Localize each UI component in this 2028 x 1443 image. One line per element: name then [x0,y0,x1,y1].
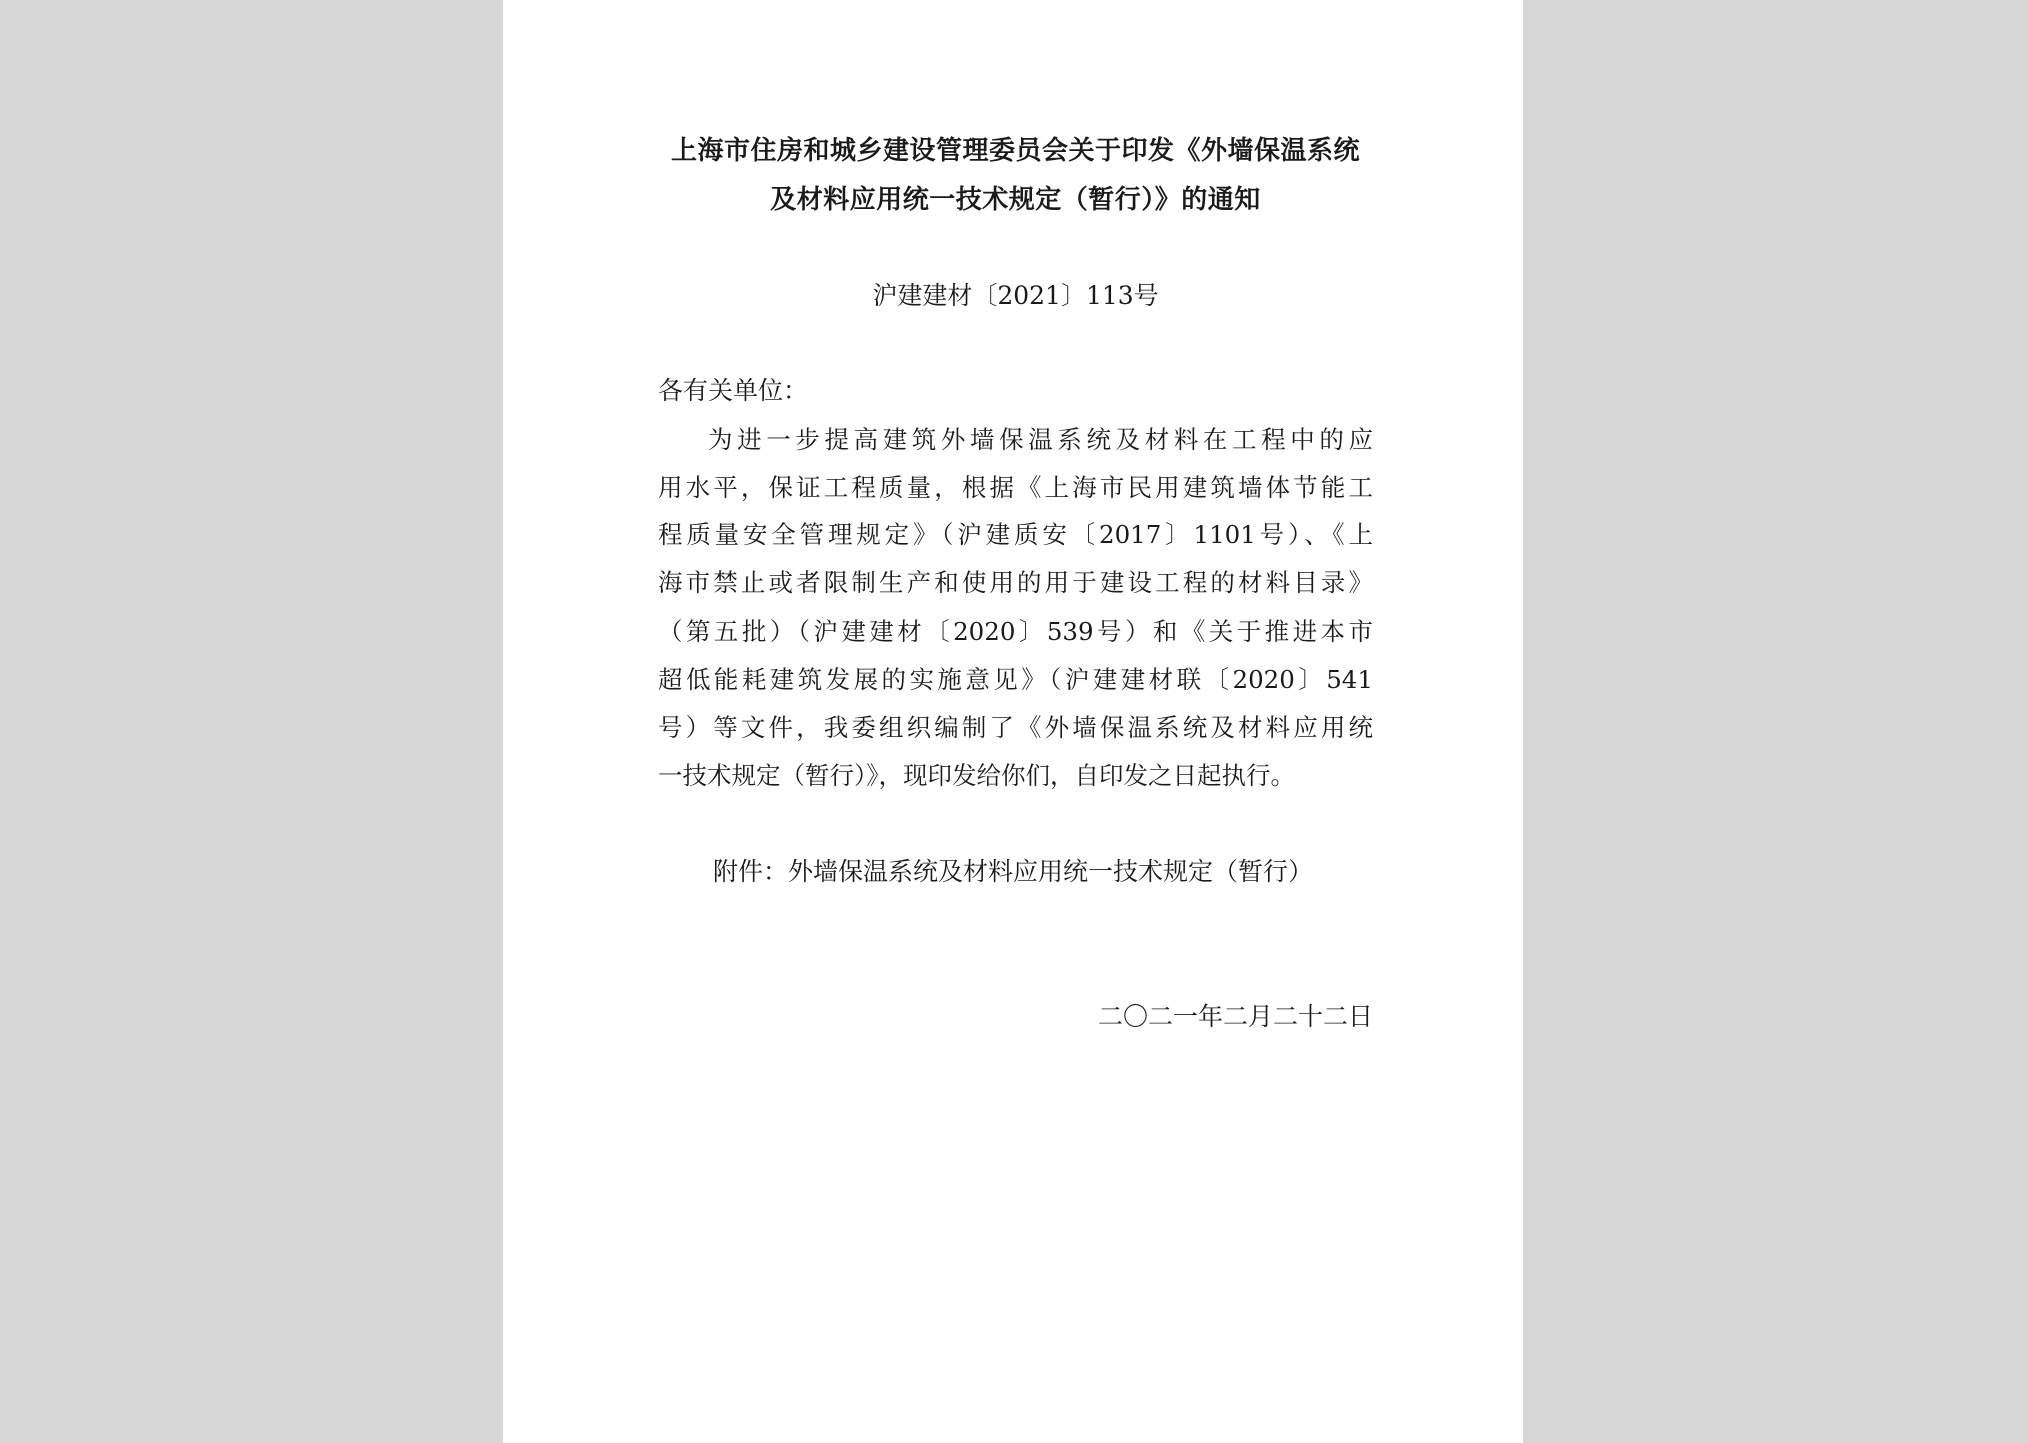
body-line-4: 海市禁止或者限制生产和使用的用于建设工程的材料目录》 [658,568,1373,597]
body-line-7: 号）等文件，我委组织编制了《外墙保温系统及材料应用统 [658,713,1373,742]
document-title-line-2: 及材料应用统一技术规定（暂行）》的通知 [770,185,1261,215]
issue-date: 二〇二一年二月二十二日 [1097,1002,1373,1031]
body-line-6: 超低能耗建筑发展的实施意见》（沪建建材联〔2020〕541 [658,665,1373,694]
document-title-line-1: 上海市住房和城乡建设管理委员会关于印发《外墙保温系统 [670,136,1360,166]
salutation: 各有关单位： [658,376,809,405]
body-line-2: 用水平，保证工程质量，根据《上海市民用建筑墙体节能工 [658,473,1373,502]
body-line-8: 一技术规定（暂行）》，现印发给你们，自印发之日起执行。 [658,761,1295,790]
attachment-note: 附件：外墙保温系统及材料应用统一技术规定（暂行） [713,857,1314,886]
body-line-5: （第五批）（沪建建材〔2020〕539号）和《关于推进本市 [658,617,1373,646]
document-page [503,0,1523,1443]
body-line-1: 为进一步提高建筑外墙保温系统及材料在工程中的应 [708,425,1373,454]
body-line-3: 程质量安全管理规定》（沪建质安〔2017〕1101号）、《上 [658,520,1373,549]
document-number: 沪建建材〔2021〕113号 [872,281,1159,310]
